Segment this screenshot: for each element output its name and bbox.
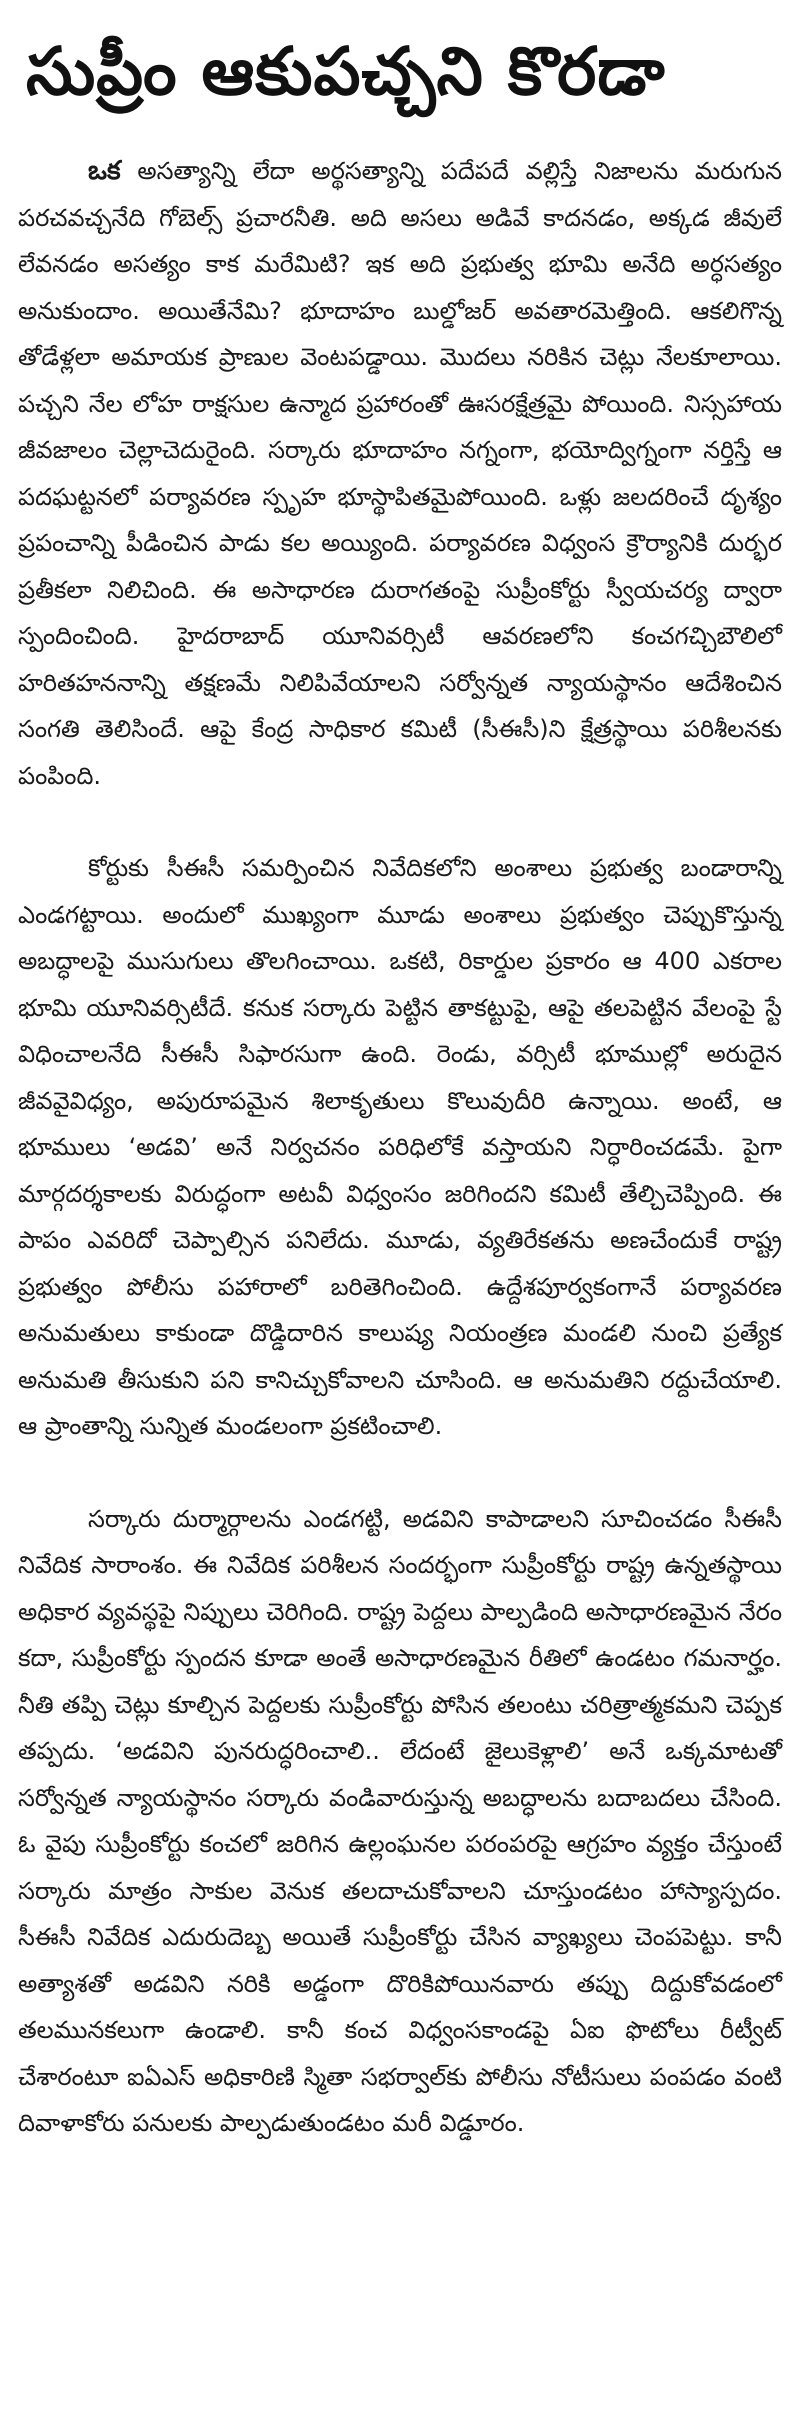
lead-word: ఒక [88, 156, 121, 186]
paragraph-2: కోర్టుకు సీఈసీ సమర్పించిన నివేదికలోని అంశాలు ప్రభుత్వ బండారాన్ని ఎండగట్టాయి. అందులో ముఖ్యంగా మూడు అంశాలు ప్రభుత్వం చెప్పుకొస్తున్న అబద్ధాలపై ముసుగులు తొలగించాయి. ఒకటి, రికార్డుల ప్రకారం ఆ 400 ఎకరాల భూమి యూనివర్సిటీదే. కనుక సర్కారు పెట్టిన తాకట్టుపై, ఆపై తలపెట్టిన వేలంపై స్టే విధించాలనేది సీఈసీ సిఫారసుగా ఉంది. రెండు, వర్సిటీ భూముల్లో అరుదైన జీవవైవిధ్యం, అపురూపమైన శిలాకృతులు కొలువుదీరి ఉన్నాయి. అంటే, ఆ భూములు ‘అడవి’ అనే నిర్వచనం పరిధిలోకే వస్తాయని నిర్ధారించడమే. పైగా మార్గదర్శకాలకు విరుద్ధంగా అటవీ విధ్వంసం జరిగిందని కమిటీ తేల్చిచెప్పింది. ఈ పాపం ఎవరిదో చెప్పాల్సిన పనిలేదు. మూడు, వ్యతిరేకతను అణచేందుకే రాష్ట్ర ప్రభుత్వం పోలీసు పహారాలో బరితెగించింది. ఉద్దేశపూర్వకంగానే పర్యావరణ అనుమతులు కాకుండా దొడ్డిదారిన కాలుష్య నియంత్రణ మండలి నుంచి ప్రత్యేక అనుమతి తీసుకుని పని కానిచ్చుకోవాలని చూసింది. ఆ అనుమతిని రద్దుచేయాలి. ఆ ప్రాంతాన్ని సున్నిత మండలంగా ప్రకటించాలి. [18, 854, 782, 1440]
article-body [18, 148, 782, 2147]
headline: సుప్రీం ఆకుపచ్చని కొరడా [26, 33, 666, 110]
paragraph-3: సర్కారు దుర్మార్గాలను ఎండగట్టి, అడవిని కాపాడాలని సూచించడం సీఈసీ నివేదిక సారాంశం. ఈ నివేదిక పరిశీలన సందర్భంగా సుప్రీంకోర్టు రాష్ట్ర ఉన్నతస్థాయి అధికార వ్యవస్థపై నిప్పులు చెరిగింది. రాష్ట్ర పెద్దలు పాల్పడింది అసాధారణమైన నేరం కదా, సుప్రీంకోర్టు స్పందన కూడా అంతే అసాధారణమైన రీతిలో ఉండటం గమనార్హం. నీతి తప్పి చెట్లు కూల్చిన పెద్దలకు సుప్రీంకోర్టు పోసిన తలంటు చరిత్రాత్మకమని చెప్పక తప్పదు. ‘అడవిని పునరుద్ధరించాలి.. లేదంటే జైలుకెళ్లాలి’ అనే ఒక్కమాటతో సర్వోన్నత న్యాయస్థానం సర్కారు వండివారుస్తున్న అబద్ధాలను బదాబదలు చేసింది. ఓ వైపు సుప్రీంకోర్టు కంచలో జరిగిన ఉల్లంఘనల పరంపరపై ఆగ్రహం వ్యక్తం చేస్తుంటే సర్కారు మాత్రం సాకుల వెనుక తలదాచుకోవాలని చూస్తుండటం హాస్యాస్పదం. సీఈసీ నివేదిక ఎదురుదెబ్బ అయితే సుప్రీంకోర్టు చేసిన వ్యాఖ్యలు చెంపపెట్టు. కానీ అత్యాశతో అడవిని నరికి అడ్డంగా దొరికిపోయినవారు తప్పు దిద్దుకోవడంలో తలమునకలుగా ఉండాలి. కానీ కంచ విధ్వంసకాండపై ఏఐ ఫొటోలు రీట్వీట్ చేశారంటూ ఐఏఎస్ అధికారిణి స్మితా సభర్వాల్‌కు పోలీసు నోటీసులు పంపడం వంటి దివాళాకోరు పనులకు పాల్పడుతుండటం మరీ విడ్డూరం. [18, 1504, 782, 2137]
paragraph-1 [18, 148, 782, 799]
paragraph-1-text: అసత్యాన్ని లేదా అర్థసత్యాన్ని పదేపదే వల్లిస్తే నిజాలను మరుగున పరచవచ్చనేది గోబెల్స్ ప్రచారనీతి. అది అసలు అడివే కాదనడం, అక్కడ జీవులే లేవనడం అసత్యం కాక మరేమిటి? ఇక అది ప్రభుత్వ భూమి అనేది అర్ధసత్యం అనుకుందాం. అయితేనేమి? భూదాహం బుల్డోజర్ అవతారమెత్తింది. ఆకలిగొన్న తోడేళ్లలా అమాయక ప్రాణుల వెంటపడ్డాయి. మొదలు నరికిన చెట్లు నేలకూలాయి. పచ్చని నేల లోహ రాక్షసుల ఉన్మాద ప్రహారంతో ఊసరక్షేత్రమై పోయింది. నిస్సహాయ జీవజాలం చెల్లాచెదురైంది. సర్కారు భూదాహం నగ్నంగా, భయోద్విగ్నంగా నర్తిస్తే ఆ పదఘట్టనలో పర్యావరణ స్పృహ భూస్థాపితమైపోయింది. ఒళ్లు జలదరించే దృశ్యం ప్రపంచాన్ని పీడించిన పాడు కల అయ్యింది. పర్యావరణ విధ్వంస క్రౌర్యానికి దుర్భర ప్రతీకలా నిలిచింది. ఈ అసాధారణ దురాగతంపై సుప్రీంకోర్టు స్వీయచర్య ద్వారా స్పందించింది. హైదరాబాద్ యూనివర్సిటీ ఆవరణలోని కంచగచ్చిబౌలిలో హరితహననాన్ని తక్షణమే నిలిపివేయాలని సర్వోన్నత న్యాయస్థానం ఆదేశించిన సంగతి తెలిసిందే. ఆపై కేంద్ర సాధికార కమిటీ (సీఈసీ)ని క్షేత్రస్థాయి పరిశీలనకు పంపింది. [18, 157, 782, 790]
